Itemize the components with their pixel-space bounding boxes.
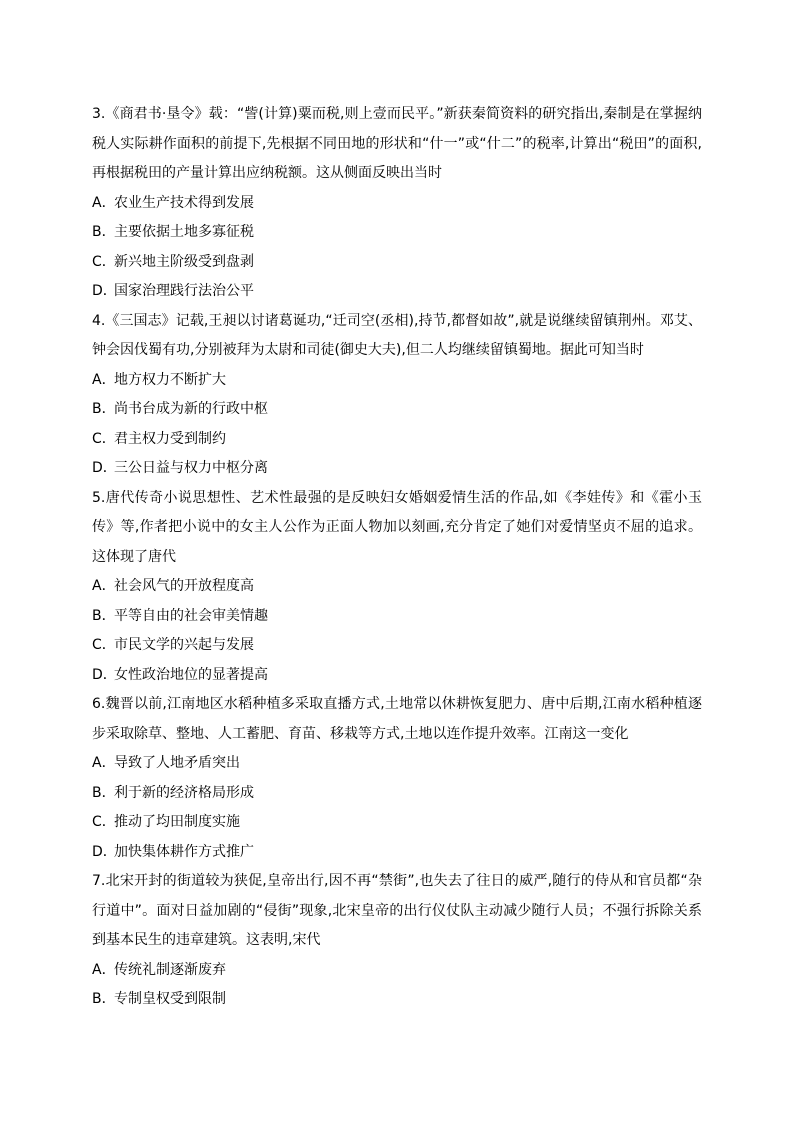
option-text: 女性政治地位的显著提高 xyxy=(114,666,268,683)
question-3 xyxy=(92,100,702,307)
option-letter: A． xyxy=(92,755,116,771)
option-letter: B． xyxy=(92,401,116,417)
option-a xyxy=(92,366,702,396)
question-5 xyxy=(92,484,702,691)
option-text: 地方权力不断扩大 xyxy=(114,371,226,388)
option-text: 新兴地主阶级受到盘剥 xyxy=(114,253,254,270)
option-c xyxy=(92,425,702,455)
option-a xyxy=(92,572,702,602)
option-text: 三公日益与权力中枢分离 xyxy=(114,460,268,476)
option-c xyxy=(92,808,702,838)
option-b xyxy=(92,985,702,1015)
question-7 xyxy=(92,867,702,1015)
option-d xyxy=(92,838,702,868)
option-text: 利于新的经济格局形成 xyxy=(114,784,254,801)
option-c xyxy=(92,248,702,278)
option-d xyxy=(92,277,702,307)
option-text: 君主权力受到制约 xyxy=(114,430,226,447)
option-letter: A． xyxy=(92,578,116,594)
question-6 xyxy=(92,690,702,867)
option-letter: D． xyxy=(92,283,117,299)
option-text: 导致了人地矛盾突出 xyxy=(114,755,240,771)
question-stem: 4.《三国志》记载,王昶以讨诸葛诞功,“迁司空(丞相),持节,都督如故”,就是说继续留镇荆州。邓艾、钟会因伐蜀有功,分别被拜为太尉和司徒(御史大夫),但二人均继续留镇蜀地。据此可知当时 xyxy=(92,312,702,358)
option-letter: D． xyxy=(92,460,117,476)
question-4 xyxy=(92,307,702,484)
question-stem: 3.《商君书·垦令》载：“訾(计算)粟而税,则上壹而民平。”新获秦简资料的研究指出,秦制是在掌握纳税人实际耕作面积的前提下,先根据不同田地的形状和“什一”或“什二”的税率,计算出“税田”的面积,再根据税田的产量计算出应纳税额。这从侧面反映出当时 xyxy=(92,106,702,181)
option-d xyxy=(92,661,702,691)
option-text: 平等自由的社会审美情趣 xyxy=(114,607,268,624)
option-a xyxy=(92,749,702,779)
exam-page xyxy=(92,100,702,1015)
option-text: 农业生产技术得到发展 xyxy=(114,194,254,211)
option-text: 尚书台成为新的行政中枢 xyxy=(114,401,268,417)
option-letter: B． xyxy=(92,991,116,1007)
option-letter: D． xyxy=(92,666,117,683)
option-letter: C． xyxy=(92,814,116,830)
option-text: 推动了均田制度实施 xyxy=(114,814,240,830)
question-stem: 5.唐代传奇小说思想性、艺术性最强的是反映妇女婚姻爱情生活的作品,如《李娃传》和《霍小玉传》等,作者把小说中的女主人公作为正面人物加以刻画,充分肯定了她们对爱情坚贞不屈的追求。这体现了唐代 xyxy=(92,489,702,565)
option-text: 国家治理践行法治公平 xyxy=(114,283,254,299)
option-letter: A． xyxy=(92,194,116,211)
option-letter: B． xyxy=(92,607,116,624)
option-b xyxy=(92,602,702,632)
option-letter: B． xyxy=(92,784,116,801)
option-b xyxy=(92,779,702,809)
option-text: 专制皇权受到限制 xyxy=(114,991,226,1007)
option-text: 传统礼制逐渐废弃 xyxy=(114,961,226,978)
option-letter: C． xyxy=(92,253,116,270)
option-text: 市民文学的兴起与发展 xyxy=(114,637,254,653)
option-letter: A． xyxy=(92,371,116,388)
option-text: 加快集体耕作方式推广 xyxy=(114,843,254,860)
option-letter: D． xyxy=(92,843,117,860)
option-text: 主要依据土地多寡征税 xyxy=(114,224,254,240)
question-stem: 7.北宋开封的街道较为狭促,皇帝出行,因不再“禁街”,也失去了往日的威严,随行的侍从和官员都“杂行道中”。面对日益加剧的“侵街”现象,北宋皇帝的出行仪仗队主动减少随行人员；不强行拆除关系到基本民生的违章建筑。这表明,宋代 xyxy=(92,873,702,948)
option-letter: A． xyxy=(92,961,116,978)
question-stem: 6.魏晋以前,江南地区水稻种植多采取直播方式,土地常以休耕恢复肥力、唐中后期,江南水稻种植逐步采取除草、整地、人工蓄肥、育苗、移栽等方式,土地以连作提升效率。江南这一变化 xyxy=(92,696,702,742)
option-letter: B． xyxy=(92,224,116,240)
option-d xyxy=(92,454,702,484)
option-c xyxy=(92,631,702,661)
option-b xyxy=(92,218,702,248)
option-letter: C． xyxy=(92,430,116,447)
option-b xyxy=(92,395,702,425)
option-a xyxy=(92,189,702,219)
option-a xyxy=(92,956,702,986)
option-letter: C． xyxy=(92,637,116,653)
option-text: 社会风气的开放程度高 xyxy=(114,578,254,594)
